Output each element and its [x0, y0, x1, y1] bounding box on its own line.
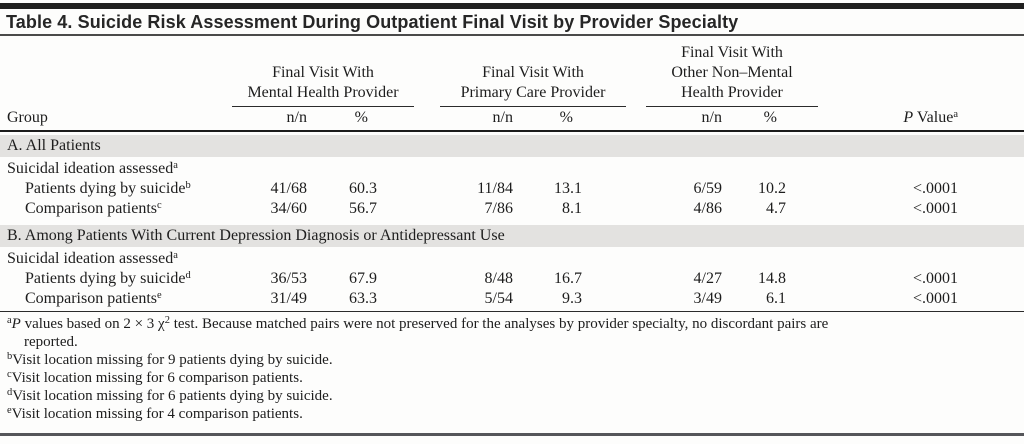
- table-row: [0, 269, 1024, 289]
- column-group-line: Final Visit With: [482, 64, 584, 81]
- row-label-text: Comparison patients: [25, 290, 157, 307]
- p-value-cell: <.0001: [912, 290, 958, 307]
- column-group-line: Final Visit With: [681, 44, 783, 61]
- row-label: [0, 179, 240, 199]
- value-cell: 7/86: [484, 200, 513, 217]
- p-value-cell: <.0001: [912, 200, 958, 217]
- footnotes: [0, 312, 1024, 423]
- value-cell: 41/68: [270, 180, 307, 197]
- subheader-row: [0, 109, 1024, 127]
- pct-header-1: %: [354, 109, 368, 126]
- value-cell: 4.7: [766, 200, 786, 217]
- row-label: [0, 159, 240, 179]
- footnote-sup: b: [7, 351, 13, 362]
- column-group-mental-health: [232, 63, 414, 107]
- row-label-sup: d: [185, 270, 191, 281]
- section-band-b: B. Among Patients With Current Depression Diagnosis or Antidepressant Use: [0, 225, 1024, 247]
- footnote-sup: d: [7, 387, 13, 398]
- p-value-cell: <.0001: [912, 270, 958, 287]
- row-label-text: Suicidal ideation assessed: [7, 160, 174, 177]
- value-cell: 60.3: [349, 180, 377, 197]
- footnote-text: Visit location missing for 9 patients dying by suicide.: [12, 352, 333, 368]
- footnote-d: [7, 387, 1016, 405]
- row-label: [0, 289, 240, 309]
- row-label-text: Comparison patients: [25, 200, 157, 217]
- row-label-sup: e: [156, 290, 162, 301]
- table-row: [0, 249, 1024, 269]
- row-label: [0, 199, 240, 219]
- pct-header-2: %: [559, 109, 573, 126]
- value-cell: 67.9: [349, 270, 377, 287]
- footnote-text: Visit location missing for 6 patients dying by suicide.: [12, 388, 333, 404]
- row-label: [0, 249, 240, 269]
- pct-header-3: %: [763, 109, 777, 126]
- value-cell: 4/27: [693, 270, 722, 287]
- group-column-header: Group: [7, 109, 48, 126]
- p-value-sup: a: [953, 109, 958, 120]
- column-group-line: Health Provider: [681, 84, 783, 101]
- footnote-a: [7, 315, 1016, 333]
- footnote-italic-p: P: [11, 316, 21, 332]
- p-value-cell: <.0001: [912, 180, 958, 197]
- table-title: Table 4. Suicide Risk Assessment During Outpatient Final Visit by Provider Specialty: [0, 9, 1024, 36]
- value-cell: 36/53: [270, 270, 307, 287]
- footnote-e: [7, 405, 1016, 423]
- table-row: [0, 179, 1024, 199]
- footnote-b: [7, 351, 1016, 369]
- footnote-sup: e: [7, 405, 12, 416]
- value-cell: 11/84: [477, 180, 513, 197]
- bottom-rule-bar: [0, 433, 1024, 436]
- table-row: [0, 289, 1024, 309]
- value-cell: 10.2: [758, 180, 786, 197]
- row-label-text: Patients dying by suicide: [25, 180, 186, 197]
- p-value-text: Value: [913, 109, 954, 126]
- footnote-a-continuation: reported.: [24, 334, 78, 350]
- column-group-other-provider: [646, 43, 818, 107]
- value-cell: 4/86: [693, 200, 722, 217]
- value-cell: 56.7: [349, 200, 377, 217]
- value-cell: 3/49: [693, 290, 722, 307]
- table-row: [0, 159, 1024, 179]
- column-group-primary-care: [440, 63, 626, 107]
- footnote-text: Visit location missing for 6 comparison patients.: [11, 370, 303, 386]
- table-row: [0, 199, 1024, 219]
- p-value-italic: P: [903, 109, 914, 126]
- column-group-line: Final Visit With: [272, 64, 374, 81]
- column-group-line: Primary Care Provider: [460, 84, 606, 101]
- value-cell: 9.3: [562, 290, 582, 307]
- table-header: [0, 36, 1024, 132]
- footnote-sup: a: [7, 315, 12, 326]
- p-value-header: [786, 109, 958, 127]
- value-cell: 6.1: [766, 290, 786, 307]
- footnote-text: test. Because matched pairs were not preserved for the analyses by provider specialty, no discordant pairs are: [169, 316, 829, 332]
- section-band-a: A. All Patients: [0, 135, 1024, 157]
- column-group-line: Mental Health Provider: [247, 84, 399, 101]
- row-label-sup: a: [173, 160, 178, 171]
- footnote-text: Visit location missing for 4 comparison patients.: [11, 406, 303, 422]
- chi-square-exponent: 2: [164, 315, 170, 326]
- value-cell: 13.1: [554, 180, 582, 197]
- row-label-text: Patients dying by suicide: [25, 270, 186, 287]
- value-cell: 8.1: [562, 200, 582, 217]
- value-cell: 8/48: [484, 270, 513, 287]
- row-label-sup: a: [173, 250, 178, 261]
- nn-header-3: n/n: [701, 109, 722, 126]
- row-label-text: Suicidal ideation assessed: [7, 250, 174, 267]
- value-cell: 16.7: [554, 270, 582, 287]
- value-cell: 5/54: [484, 290, 513, 307]
- column-group-line: Other Non–Mental: [671, 64, 793, 81]
- footnote-c: [7, 369, 1016, 387]
- value-cell: 34/60: [270, 200, 307, 217]
- section-a-rows: [0, 159, 1024, 219]
- section-b-rows: [0, 249, 1024, 309]
- value-cell: 14.8: [758, 270, 786, 287]
- row-label: [0, 269, 240, 289]
- row-label-sup: b: [185, 180, 191, 191]
- footnote-text: values based on 2 × 3 χ: [20, 316, 165, 332]
- value-cell: 63.3: [349, 290, 377, 307]
- nn-header-1: n/n: [286, 109, 307, 126]
- row-label-sup: c: [156, 200, 162, 211]
- nn-header-2: n/n: [492, 109, 513, 126]
- value-cell: 31/49: [270, 290, 307, 307]
- value-cell: 6/59: [693, 180, 722, 197]
- footnote-sup: c: [7, 369, 12, 380]
